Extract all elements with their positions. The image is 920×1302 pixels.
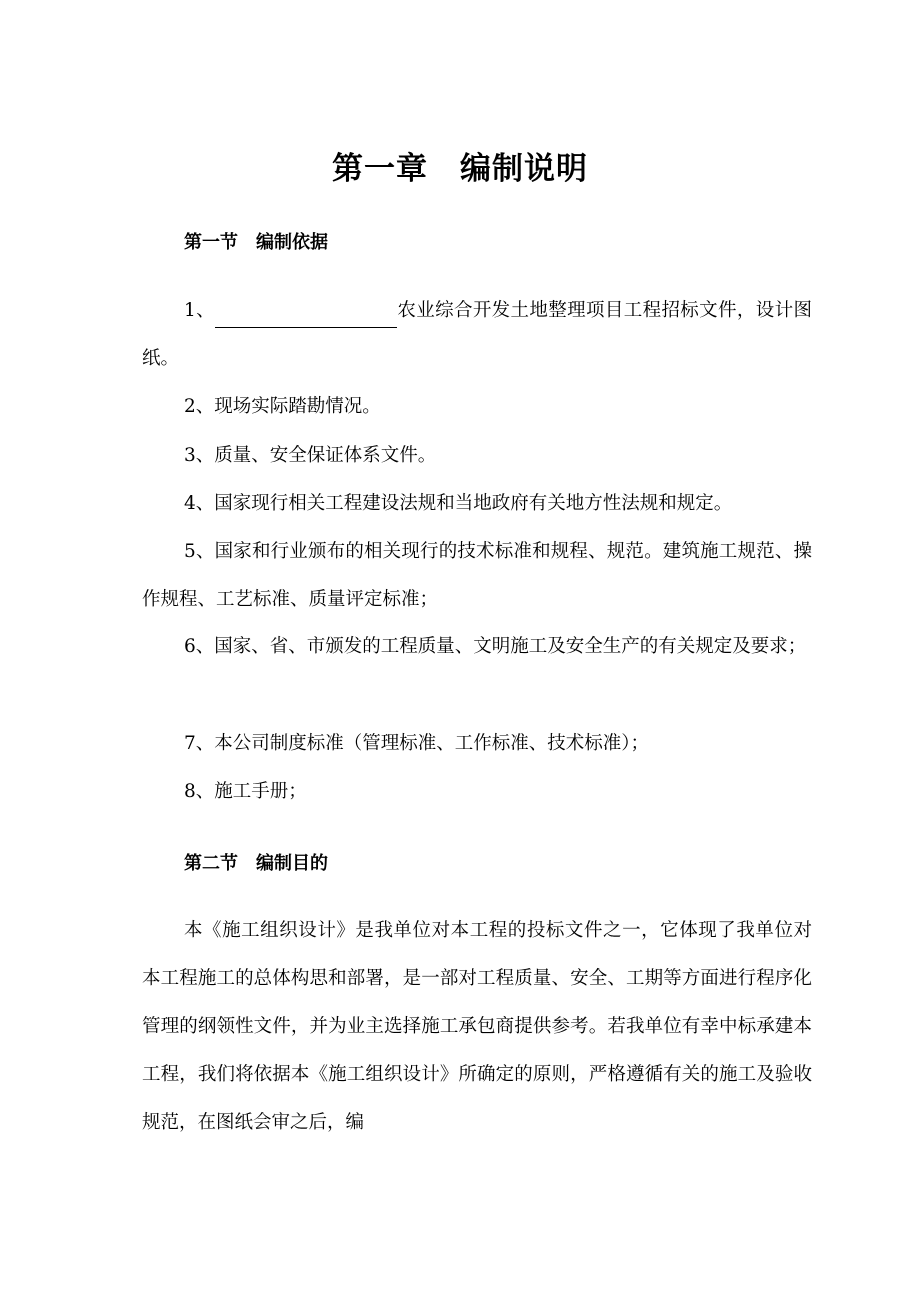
basis-item-3: 3、质量、安全保证体系文件。 xyxy=(184,445,437,466)
fill-in-blank-line xyxy=(215,307,397,328)
section-title-basis: 第一节 编制依据 xyxy=(184,232,328,253)
basis-item-1 xyxy=(142,287,812,383)
basis-item-6: 6、国家、省、市颁发的工程质量、文明施工及安全生产的有关规定及要求； xyxy=(184,636,807,657)
purpose-paragraph: 本《施工组织设计》是我单位对本工程的投标文件之一，它体现了我单位对本工程施工的总体构思和部署，是一部对工程质量、安全、工期等方面进行程序化管理的纲领性文件，并为业主选择施工承包商提供参考。若我单位有幸中标承建本工程，我们将依据本《施工组织设计》所确定的原则，严格遵循有关的施工及验收规范，在图纸会审之后，编 xyxy=(142,920,812,1133)
basis-item-7: 7、本公司制度标准（管理标准、工作标准、技术标准）； xyxy=(184,733,650,754)
basis-item-5: 5、国家和行业颁布的相关现行的技术标准和规程、规范。建筑施工规范、操作规程、工艺标准、质量评定标准； xyxy=(142,541,812,610)
basis-item-1-number: 1、 xyxy=(184,300,215,321)
chapter-title: 第一章 编制说明 xyxy=(332,151,588,187)
basis-item-4: 4、国家现行相关工程建设法规和当地政府有关地方性法规和规定。 xyxy=(184,493,733,514)
basis-item-8: 8、施工手册； xyxy=(184,781,307,802)
basis-item-1-text: 农业综合开发土地整理项目工程招标文件，设计图纸。 xyxy=(142,300,812,369)
basis-item-2: 2、现场实际踏勘情况。 xyxy=(184,396,381,417)
section-title-purpose: 第二节 编制目的 xyxy=(184,853,328,874)
